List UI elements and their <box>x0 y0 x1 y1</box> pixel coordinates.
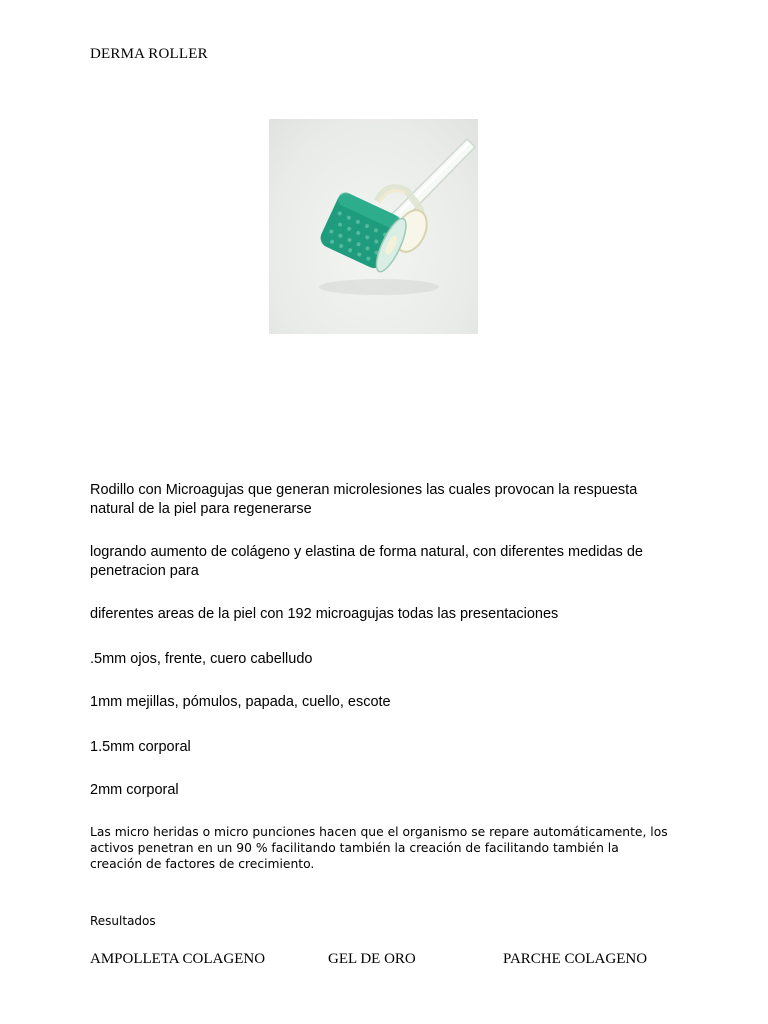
description-paragraph-1: Rodillo con Microagujas que generan microlesiones las cuales provocan la respuesta natural de la piel para regenerarse <box>90 482 638 517</box>
footer-item-gel-de-oro: GEL DE ORO <box>328 951 416 967</box>
derma-roller-image <box>269 119 478 334</box>
document-title: DERMA ROLLER <box>90 46 208 62</box>
description-paragraph-3: diferentes areas de la piel con 192 microagujas todas las presentaciones <box>90 606 559 622</box>
size-item-2mm: 2mm corporal <box>90 782 179 798</box>
benefits-note: Las micro heridas o micro punciones hacen que el organismo se repare automáticamente, los activos penetran en un 90 % facilitando también la creación de facilitando también la creación de factores de crecimiento. <box>90 825 668 871</box>
size-item-05mm: .5mm ojos, frente, cuero cabelludo <box>90 651 313 667</box>
size-item-1mm: 1mm mejillas, pómulos, papada, cuello, escote <box>90 694 391 710</box>
description-paragraph-2: logrando aumento de colágeno y elastina de forma natural, con diferentes medidas de penetracion para <box>90 544 643 579</box>
footer-item-ampolleta: AMPOLLETA COLAGENO <box>90 951 266 967</box>
results-label: Resultados <box>90 914 156 928</box>
size-item-15mm: 1.5mm corporal <box>90 739 191 755</box>
footer-item-parche: PARCHE COLAGENO <box>503 951 648 967</box>
derma-roller-illustration <box>269 119 478 334</box>
